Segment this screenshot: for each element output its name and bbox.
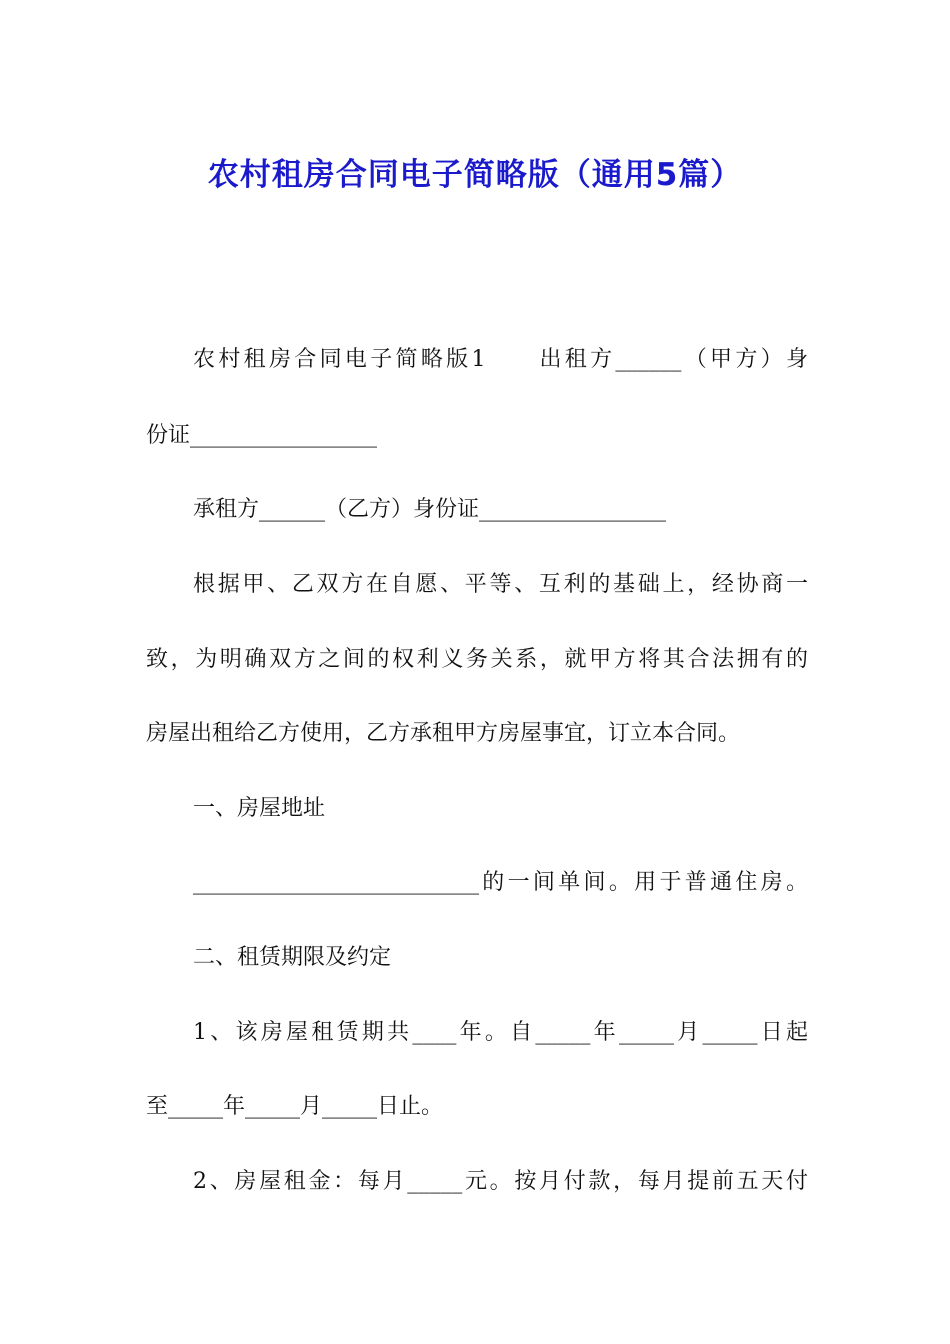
paragraph-line: __________________________的一间单间。用于普通住房。 bbox=[193, 870, 808, 895]
paragraph-line: 至_____年_____月_____日止。 bbox=[146, 1094, 444, 1119]
paragraph-line: 2、房屋租金：每月_____元。按月付款，每月提前五天付 bbox=[193, 1169, 808, 1194]
section-heading: 一、房屋地址 bbox=[193, 796, 326, 821]
section-heading: 二、租赁期限及约定 bbox=[193, 945, 392, 970]
document-title: 农村租房合同电子简略版（通用5篇） bbox=[207, 156, 743, 193]
paragraph-line: 份证_________________ bbox=[146, 423, 378, 448]
paragraph-line: 致，为明确双方之间的权利义务关系，就甲方将其合法拥有的 bbox=[146, 647, 808, 672]
paragraph-line: 1、该房屋租赁期共____年。自_____年_____月_____日起 bbox=[193, 1020, 808, 1045]
paragraph-line: 承租方______（乙方）身份证_________________ bbox=[193, 497, 667, 522]
paragraph-line: 房屋出租给乙方使用，乙方承租甲方房屋事宜，订立本合同。 bbox=[146, 721, 741, 746]
paragraph-line: 农村租房合同电子简略版1 出租方______（甲方）身 bbox=[193, 347, 808, 372]
paragraph-line: 根据甲、乙双方在自愿、平等、互利的基础上，经协商一 bbox=[193, 572, 808, 597]
